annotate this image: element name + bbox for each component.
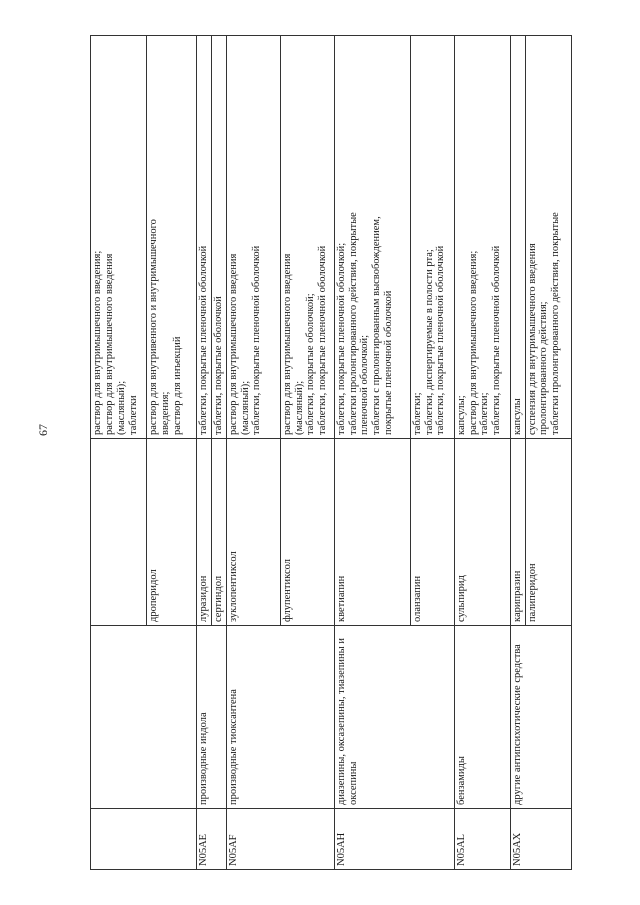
table-row (91, 36, 147, 870)
page-number: 67 (36, 424, 50, 436)
dosage-form-line: таблетки пролонгированного действия, покрытые (347, 212, 359, 435)
dosage-form-line: (масляный); (293, 380, 305, 435)
table-row (226, 36, 280, 870)
drug-name-cell: дроперидол (147, 439, 197, 626)
dosage-form-line: (масляный); (115, 380, 127, 435)
dosage-form-line: раствор для внутримышечного введения (281, 253, 293, 435)
dosage-form-line: таблетки, покрытые пленочной оболочкой (317, 245, 329, 435)
drug-name-cell: сульпирид (454, 439, 510, 626)
table-row (334, 36, 410, 870)
atc-code-cell: N05AL (454, 809, 510, 870)
pharmacological-group-cell: бензамиды (454, 626, 510, 809)
atc-code-cell: N05AH (334, 809, 454, 870)
dosage-form-line: пролонгированного действия; (538, 301, 550, 435)
dosage-form-line: раствор для внутримышечного введения (227, 253, 239, 435)
drug-name-cell: палиперидон (525, 439, 571, 626)
pharmacological-group-cell: производные тиоксантена (226, 626, 334, 809)
dosage-form-line: капсулы; (455, 395, 467, 435)
dosage-forms-cell (454, 36, 510, 439)
dosage-forms-cell (211, 36, 226, 439)
dosage-form-line: раствор для внутримышечного введения; (467, 250, 479, 435)
atc-code-cell: N05AF (226, 809, 334, 870)
dosage-form-line: таблетки, покрытые пленочной оболочкой (491, 245, 503, 435)
dosage-form-line: таблетки, покрытые оболочкой; (305, 293, 317, 435)
dosage-form-line: раствор для внутримышечного введения; (92, 250, 103, 435)
drug-name-cell: зуклопентиксол (226, 439, 280, 626)
drug-name-cell: оланзапин (410, 439, 454, 626)
dosage-form-line: суспензия для внутримышечного введения (526, 243, 538, 435)
dosage-form-line: таблетки, покрытые оболочкой (212, 296, 224, 435)
pharmacological-group-cell: производные индола (197, 626, 227, 809)
drug-name-cell: сертиндол (211, 439, 226, 626)
atc-code-cell: N05AE (197, 809, 227, 870)
dosage-forms-cell (334, 36, 410, 439)
dosage-forms-cell (410, 36, 454, 439)
atc-code-cell (91, 809, 197, 870)
drug-table-body (91, 36, 572, 870)
dosage-form-line: таблетки с пролонгированным высвобождением, (371, 216, 383, 435)
dosage-forms-cell (197, 36, 212, 439)
drug-name-cell: луразидон (197, 439, 212, 626)
dosage-forms-cell (510, 36, 525, 439)
dosage-form-line: раствор для внутривенного и внутримышечного (148, 219, 159, 435)
dosage-forms-cell (91, 36, 147, 439)
dosage-form-line: таблетки, покрытые пленочной оболочкой (251, 245, 263, 435)
dosage-form-line: таблетки, покрытые пленочной оболочкой (435, 245, 447, 435)
pharmacological-group-cell: другие антипсихотические средства (510, 626, 571, 809)
dosage-form-line: (масляный); (239, 380, 251, 435)
atc-code-cell: N05AX (510, 809, 571, 870)
dosage-form-line: таблетки пролонгированного действия, покрытые (550, 212, 562, 435)
dosage-form-line: таблетки, покрытые пленочной оболочкой (198, 245, 209, 435)
dosage-forms-cell (226, 36, 280, 439)
pharmacological-group-cell (91, 626, 197, 809)
table-row (510, 36, 525, 870)
dosage-form-line: раствор для внутримышечного введения (103, 253, 115, 435)
table-row (197, 36, 212, 870)
drug-name-cell (91, 439, 147, 626)
dosage-forms-cell (147, 36, 197, 439)
pharmacological-group-cell: диазепины, оксазепины, тиазепины и оксепины (334, 626, 454, 809)
drug-table (90, 35, 572, 870)
drug-name-cell: кветиапин (334, 439, 410, 626)
dosage-form-line: пленочной оболочкой; (359, 334, 371, 435)
dosage-form-line: таблетки, покрытые пленочной оболочкой; (335, 242, 347, 435)
dosage-form-line: введения; (159, 391, 171, 435)
drug-table-rotated (90, 35, 568, 870)
dosage-form-line: таблетки; (411, 392, 423, 435)
dosage-form-line: покрытые пленочной оболочкой (383, 290, 395, 435)
table-row (454, 36, 510, 870)
dosage-form-line: таблетки; (479, 392, 491, 435)
dosage-forms-cell (280, 36, 334, 439)
drug-name-cell: карипразин (510, 439, 525, 626)
drug-name-cell: флупентиксол (280, 439, 334, 626)
dosage-form-line: таблетки (127, 395, 139, 435)
dosage-forms-cell (525, 36, 571, 439)
dosage-form-line: таблетки, диспергируемые в полости рта; (423, 249, 435, 435)
dosage-form-line: капсулы (511, 398, 523, 435)
dosage-form-line: раствор для инъекций (171, 336, 183, 435)
